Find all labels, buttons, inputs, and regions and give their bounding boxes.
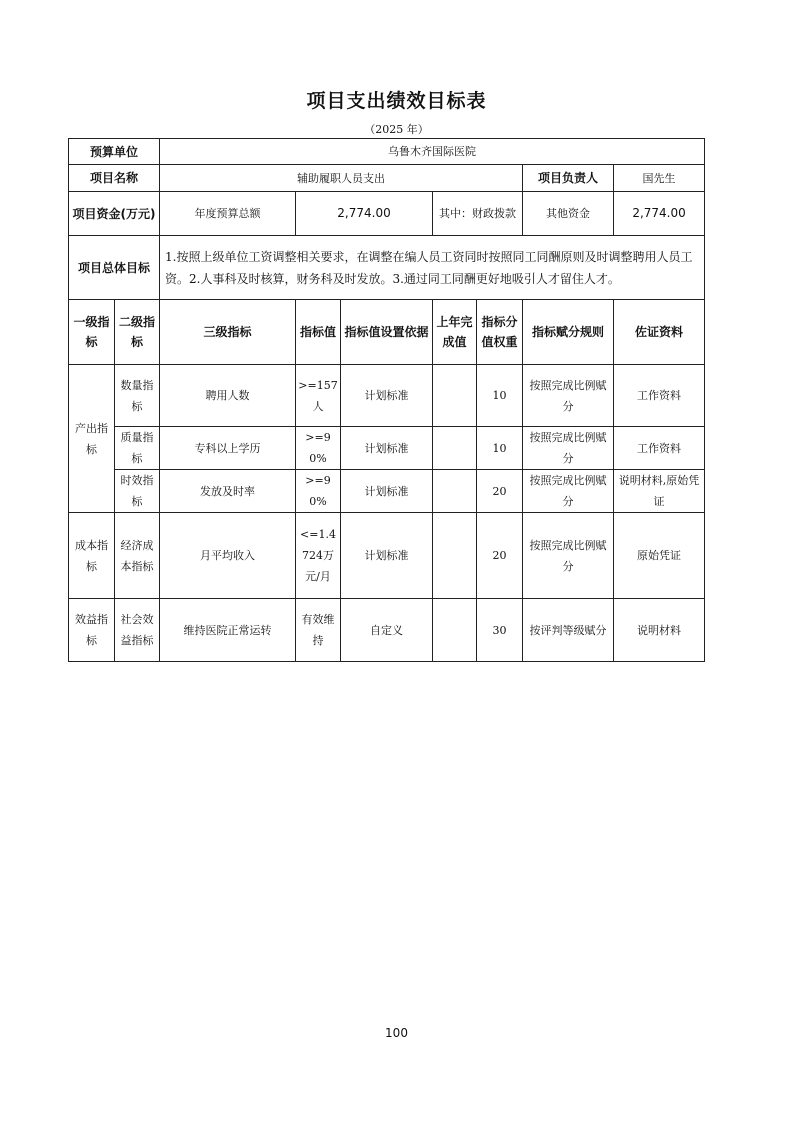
basis-cell: 计划标准 [341, 470, 433, 513]
weight-cell: 10 [477, 427, 523, 470]
header-rule: 指标赋分规则 [523, 300, 614, 365]
project-leader-label: 项目负责人 [523, 165, 614, 192]
level2-cell: 时效指标 [115, 470, 160, 513]
project-fund-label: 项目资金(万元) [69, 192, 160, 236]
header-level1: 一级指标 [69, 300, 115, 365]
rule-cell: 按照完成比例赋分 [523, 365, 614, 427]
budget-unit-label: 预算单位 [69, 139, 160, 165]
table-row [69, 470, 705, 513]
level3-cell: 发放及时率 [160, 470, 296, 513]
performance-table [68, 138, 705, 662]
indicator-value-cell: >=90% [296, 470, 341, 513]
rule-cell: 按照完成比例赋分 [523, 427, 614, 470]
level2-cell: 社会效益指标 [115, 599, 160, 662]
basis-cell: 自定义 [341, 599, 433, 662]
rule-cell: 按评判等级赋分 [523, 599, 614, 662]
level2-cell: 质量指标 [115, 427, 160, 470]
evidence-cell: 工作资料 [614, 427, 705, 470]
table-row [69, 427, 705, 470]
annual-budget-label: 年度预算总额 [160, 192, 296, 236]
weight-cell: 10 [477, 365, 523, 427]
indicator-value-cell: <=1.4724万元/月 [296, 513, 341, 599]
level1-cell: 产出指标 [69, 365, 115, 513]
evidence-cell: 原始凭证 [614, 513, 705, 599]
header-last-year: 上年完成值 [433, 300, 477, 365]
last-year-cell [433, 599, 477, 662]
overall-goal-text: 1.按照上级单位工资调整相关要求，在调整在编人员工资同时按照同工同酬原则及时调整聘用人员工资。2.人事科及时核算，财务科及时发放。3.通过同工同酬更好地吸引人才留住人才。 [160, 236, 705, 300]
level1-cell: 效益指标 [69, 599, 115, 662]
table-row [69, 365, 705, 427]
level3-cell: 聘用人数 [160, 365, 296, 427]
evidence-cell: 工作资料 [614, 365, 705, 427]
page-number: 100 [385, 1026, 408, 1040]
weight-cell: 20 [477, 470, 523, 513]
indicator-value-cell: 有效维持 [296, 599, 341, 662]
header-level3: 三级指标 [160, 300, 296, 365]
header-value: 指标值 [296, 300, 341, 365]
project-name-value: 辅助履职人员支出 [160, 165, 523, 192]
basis-cell: 计划标准 [341, 427, 433, 470]
weight-cell: 30 [477, 599, 523, 662]
year-label: （2025 年） [364, 123, 429, 136]
header-level2: 二级指标 [115, 300, 160, 365]
header-evidence: 佐证资料 [614, 300, 705, 365]
basis-cell: 计划标准 [341, 365, 433, 427]
level3-cell: 维持医院正常运转 [160, 599, 296, 662]
table-row [69, 513, 705, 599]
header-weight: 指标分值权重 [477, 300, 523, 365]
project-leader-value: 国先生 [614, 165, 705, 192]
other-fund-label: 其他资金 [523, 192, 614, 236]
last-year-cell [433, 513, 477, 599]
overall-goal-label: 项目总体目标 [69, 236, 160, 300]
header-basis: 指标值设置依据 [341, 300, 433, 365]
last-year-cell [433, 365, 477, 427]
last-year-cell [433, 470, 477, 513]
rule-cell: 按照完成比例赋分 [523, 513, 614, 599]
project-name-label: 项目名称 [69, 165, 160, 192]
evidence-cell: 说明材料 [614, 599, 705, 662]
budget-unit-value: 乌鲁木齐国际医院 [160, 139, 705, 165]
basis-cell: 计划标准 [341, 513, 433, 599]
indicator-value-cell: >=90% [296, 427, 341, 470]
rule-cell: 按照完成比例赋分 [523, 470, 614, 513]
evidence-cell: 说明材料,原始凭证 [614, 470, 705, 513]
fiscal-fund-label: 其中：财政拨款 [433, 192, 523, 236]
other-fund-value: 2,774.00 [614, 192, 705, 236]
last-year-cell [433, 427, 477, 470]
indicator-value-cell: >=157人 [296, 365, 341, 427]
table-row [69, 599, 705, 662]
level2-cell: 经济成本指标 [115, 513, 160, 599]
annual-budget-value: 2,774.00 [296, 192, 433, 236]
level1-cell: 成本指标 [69, 513, 115, 599]
weight-cell: 20 [477, 513, 523, 599]
level2-cell: 数量指标 [115, 365, 160, 427]
level3-cell: 月平均收入 [160, 513, 296, 599]
page-title: 项目支出绩效目标表 [306, 90, 487, 112]
level3-cell: 专科以上学历 [160, 427, 296, 470]
